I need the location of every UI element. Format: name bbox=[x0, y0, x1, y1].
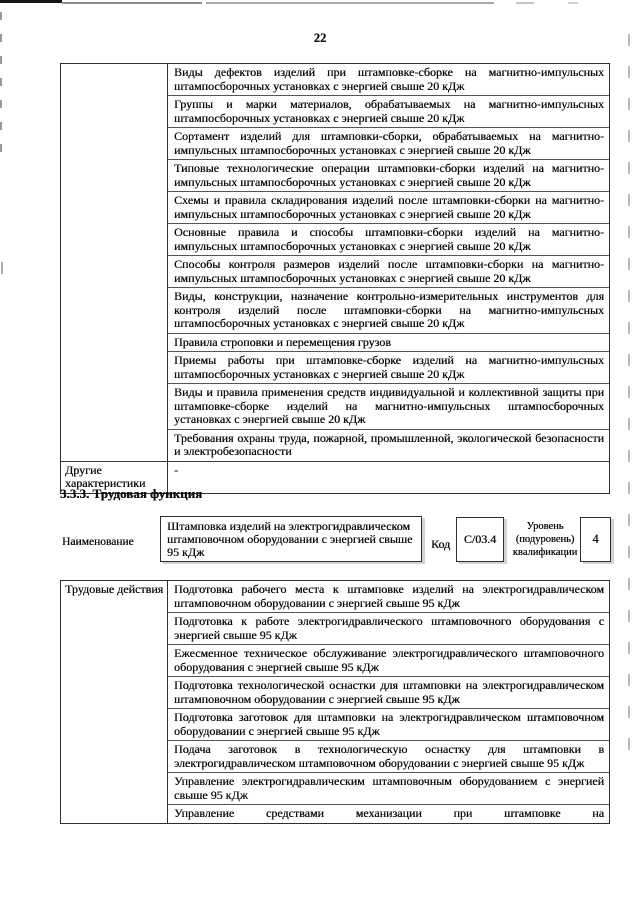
section-heading: 3.3.3. Трудовая функция bbox=[60, 486, 203, 501]
knowledge-column-spacer bbox=[61, 64, 168, 461]
knowledge-row: Приемы работы при штамповке-сборке изделий на магнитно-импульсных штампосборочных установках с энергией свыше 20 кДж bbox=[168, 352, 609, 384]
action-row: Управление электрогидравлическим штамповочным оборудованием с энергией свыше 95 кДж bbox=[168, 773, 609, 805]
action-row: Подготовка технологической оснастки для штамповки на электрогидравлическом штамповочном оборудовании с энергией свыше 95 кДж bbox=[168, 677, 609, 709]
scan-artifact-top-line bbox=[206, 2, 494, 4]
scan-artifact-right-edge bbox=[628, 34, 630, 764]
knowledge-row: Типовые технологические операции штамповки-сборки изделий на магнитно-импульсных штампосборочных установках с энергией свыше 20 кДж bbox=[168, 160, 609, 192]
knowledge-section bbox=[61, 64, 609, 462]
action-row: Ежесменное техническое обслуживание электрогидравлического штамповочного оборудования с энергией свыше 95 кДж bbox=[168, 645, 609, 677]
knowledge-row: Способы контроля размеров изделий после штамповки-сборки на магнитно-импульсных штампосборочных установках с энергией свыше 20 кДж bbox=[168, 256, 609, 288]
other-characteristics-value: - bbox=[174, 462, 178, 477]
action-row: Подготовка рабочего места к штамповке изделий на электрогидравлическом штамповочном оборудовании с энергией свыше 95 кДж bbox=[168, 581, 609, 613]
actions-section bbox=[61, 581, 609, 823]
knowledge-row: Группы и марки материалов, обрабатываемых на магнитно-импульсных штампосборочных установках с энергией свыше 20 кДж bbox=[168, 96, 609, 128]
knowledge-table bbox=[60, 63, 610, 494]
knowledge-row: Виды, конструкции, назначение контрольно-измерительных инструментов для контроля изделий после штамповки-сборки на магнитно-импульсных штампосборочных установках с энергией свыше 20 кДж bbox=[168, 288, 609, 334]
page-number: 22 bbox=[313, 31, 327, 45]
scan-artifact-top-line bbox=[62, 2, 202, 4]
scan-artifact-top-line bbox=[0, 0, 62, 3]
function-code-value-box: С/03.4 bbox=[456, 517, 504, 562]
actions-rows bbox=[168, 581, 609, 823]
function-code-label: Код bbox=[431, 537, 451, 551]
scan-artifact-top-line bbox=[516, 2, 534, 4]
other-characteristics-label: Другие характеристики bbox=[61, 462, 168, 493]
knowledge-rows bbox=[168, 64, 609, 461]
knowledge-row: Основные правила и способы штамповки-сборки изделий на магнитно-импульсных штампосборочных установках с энергией свыше 20 кДж bbox=[168, 224, 609, 256]
qualification-level-value-box: 4 bbox=[580, 517, 611, 562]
knowledge-row: Виды и правила применения средств индивидуальной и коллективной защиты при штамповке-сборке изделий на магнитно-импульсных штампосборочных установках с энергией свыше 20 кДж bbox=[168, 384, 609, 430]
actions-column-header: Трудовые действия bbox=[61, 581, 168, 823]
function-name-label: Наименование bbox=[62, 536, 134, 548]
knowledge-row: Требования охраны труда, пожарной, промышленной, экологической безопасности и электробезопасности bbox=[174, 430, 604, 458]
action-row: Подготовка заготовок для штамповки на электрогидравлическом штамповочном оборудовании с энергией свыше 95 кДж bbox=[168, 709, 609, 741]
action-row: Подготовка к работе электрогидравлического штамповочного оборудования с энергией свыше 95 кДж bbox=[168, 613, 609, 645]
knowledge-row: Виды дефектов изделий при штамповке-сборке на магнитно-импульсных штампосборочных установках с энергией свыше 20 кДж bbox=[168, 64, 609, 96]
knowledge-row: Правила строповки и перемещения грузов bbox=[168, 334, 609, 353]
actions-table bbox=[60, 580, 610, 824]
scan-artifact-left-edge bbox=[1, 262, 3, 274]
knowledge-row: Схемы и правила складирования изделий после штамповки-сборки на магнитно-импульсных штампосборочных установках с энергией свыше 20 кДж bbox=[168, 192, 609, 224]
action-row: Подача заготовок в технологическую оснастку для штамповки в электрогидравлическом штамповочном оборудовании с энергией свыше 95 кДж bbox=[168, 741, 609, 773]
function-header bbox=[60, 516, 612, 564]
action-row-cut: Управление средствами механизации при штамповке на bbox=[174, 806, 604, 820]
knowledge-row: Сортамент изделий для штамповки-сборки, обрабатываемых на магнитно-импульсных штампосборочных установках с энергией свыше 20 кДж bbox=[168, 128, 609, 160]
qualification-level-label: Уровень (подуровень) квалификации bbox=[512, 521, 578, 558]
function-name-box: Штамповка изделий на электрогидравлическом штамповочном оборудовании с энергией свыше 95 кДж bbox=[160, 516, 422, 562]
scan-artifact-top-line bbox=[568, 2, 578, 4]
